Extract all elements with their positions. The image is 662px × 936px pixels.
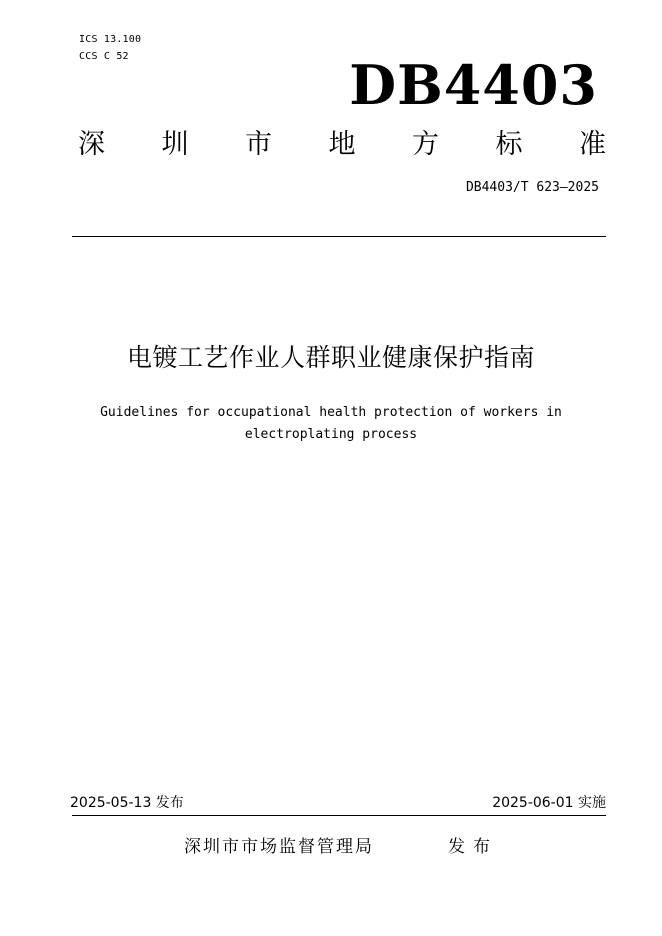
standard-number: DB4403/T 623—2025 [465, 180, 599, 195]
db-code: DB4403 [349, 53, 598, 117]
standard-type-char: 方 [412, 129, 439, 160]
standard-type-char: 准 [579, 129, 606, 160]
standard-type-char: 圳 [161, 129, 189, 160]
issue-date: 2025-05-13 发布 [70, 795, 184, 811]
issue-word: 发布 [448, 837, 498, 857]
title-english-line: Guidelines for occupational health protection of workers in [100, 405, 562, 420]
standard-type [78, 127, 606, 163]
top-divider [72, 236, 606, 237]
standard-type-char: 标 [495, 129, 523, 160]
issuer: 深圳市市场监督管理局 [184, 837, 374, 857]
standard-type-char: 深 [78, 129, 105, 160]
bottom-divider [72, 815, 606, 816]
title-chinese: 电镀工艺作业人群职业健康保护指南 [126, 343, 535, 372]
ccs-code: CCS C 52 [79, 51, 129, 62]
title-english [60, 402, 602, 446]
implement-date: 2025-06-01 实施 [492, 795, 606, 811]
title-english-line: electroplating process [244, 427, 418, 442]
standard-type-char: 地 [328, 129, 356, 160]
ics-code: ICS 13.100 [79, 34, 142, 45]
standard-type-char: 市 [245, 129, 272, 160]
